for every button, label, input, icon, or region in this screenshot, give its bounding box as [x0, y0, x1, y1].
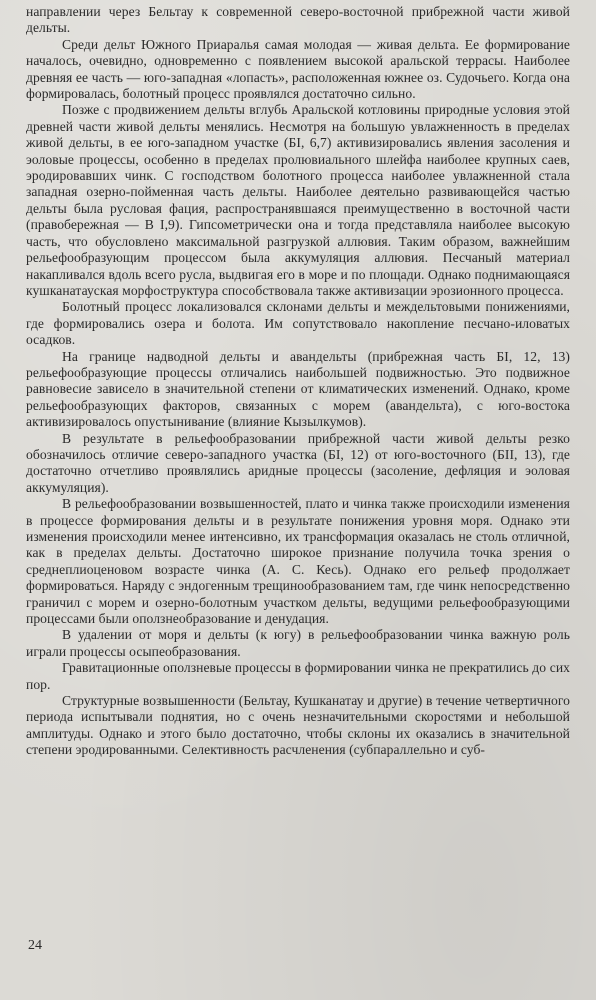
body-text [26, 4, 570, 759]
paragraph-swamp-process: Болотный процесс локализовался склонами дельты и междельтовыми понижениями, где формировались озера и болота. Им сопутствовало накопление песчано-иловатых осадков. [26, 299, 570, 348]
paragraph-scree-formation: В удалении от моря и дельты (к югу) в рельефообразовании чинка важную роль играли процессы осыпеобразования. [26, 627, 570, 659]
paragraph-gravitational-processes: Гравитационные оползневые процессы в формировании чинка не прекратились до сих пор. [26, 660, 570, 692]
paragraph-continuation: направлении через Бельтау к современной северо-восточной прибрежной части живой дельты. [26, 4, 570, 36]
page-number: 24 [28, 938, 42, 953]
paragraph-coastal-result: В результате в рельефообразовании прибрежной части живой дельты резко обозначилось отличие северо-западного участка (БІ, 12) от юго-восточного (БІІ, 13), где достаточно отчетливо проявлялись аридные процессы (засоление, дефляция и эоловая аккумуляция). [26, 430, 570, 495]
paragraph-avandelta-boundary: На границе надводной дельты и авандельты (прибрежная часть БІ, 12, 13) рельефообразующие процессы отличались наибольшей подвижностью. Это подвижное равновесие зависело в значительной степени от климатических изменений. Однако, кроме рельефообразующих факторов, связанных с морем (авандельта), с юго-востока активизировалось опустынивание (влияние Кызылкумов). [26, 348, 570, 430]
paragraph-youngest-delta: Среди дельт Южного Приаралья самая молодая — живая дельта. Ее формирование началось, очевидно, одновременно с появлением высокой аральской террасы. Наиболее древняя ее часть — юго-западная «лопасть», расположенная южнее оз. Судочьего. Когда она формировалась, болотный процесс проявлялся достаточно сильно. [26, 36, 570, 102]
paragraph-delta-advance: Позже с продвижением дельты вглубь Аральской котловины природные условия этой древней части живой дельты менялись. Несмотря на большую увлажненность в пределах живой дельты, в ее юго-западном участке (БІ, 6,7) активизировались явления засоления и эоловые процессы, особенно в пределах пролювиального шлейфа наиболее крупных саев, эродировавших чинк. С господством болотного процесса наиболее увлажненной стала западная озерно-пойменная часть дельты. Наиболее деятельно развивающейся частью дельты была русловая фация, распространявшаяся преимущественно в восточной части (правобережная — В І,9). Гипсометрически она и тогда представляла наиболее высокую часть, что обусловлено максимальной разгрузкой аллювия. Таким образом, важнейшим рельефообразующим процессом была аккумуляция аллювия. Песчаный материал накапливался вдоль всего русла, выдвигая его в море и по площади. Однако поднимающаяся кушканатауская морфоструктура способствовала также активизации эрозионного процесса. [26, 102, 570, 298]
paragraph-chink-relief: В рельефообразовании возвышенностей, плато и чинка также происходили изменения в процессе формирования дельты и в результате понижения уровня моря. Однако эти изменения происходили менее интенсивно, их трансформация оказалась не столь отличной, как в пределах дельты. Достаточно широкое признание получила точка зрения о среднеплиоценовом возрасте чинка (А. С. Кесь). Однако его рельеф продолжает формироваться. Наряду с эндогенным трещинообразованием там, где чинк непосредственно граничил с морем и озерно-болотным участком дельты, ведущими рельефообразующими процессами были оползнеобразование и денудация. [26, 496, 570, 627]
paragraph-structural-uplands: Структурные возвышенности (Бельтау, Кушканатау и другие) в течение четвертичного периода испытывали поднятия, но с очень незначительными скоростями и небольшой амплитуды. Однако и этого было достаточно, чтобы склоны их оказались в значительной степени эродированными. Селективность расчленения (субпараллельно и суб- [26, 693, 570, 758]
